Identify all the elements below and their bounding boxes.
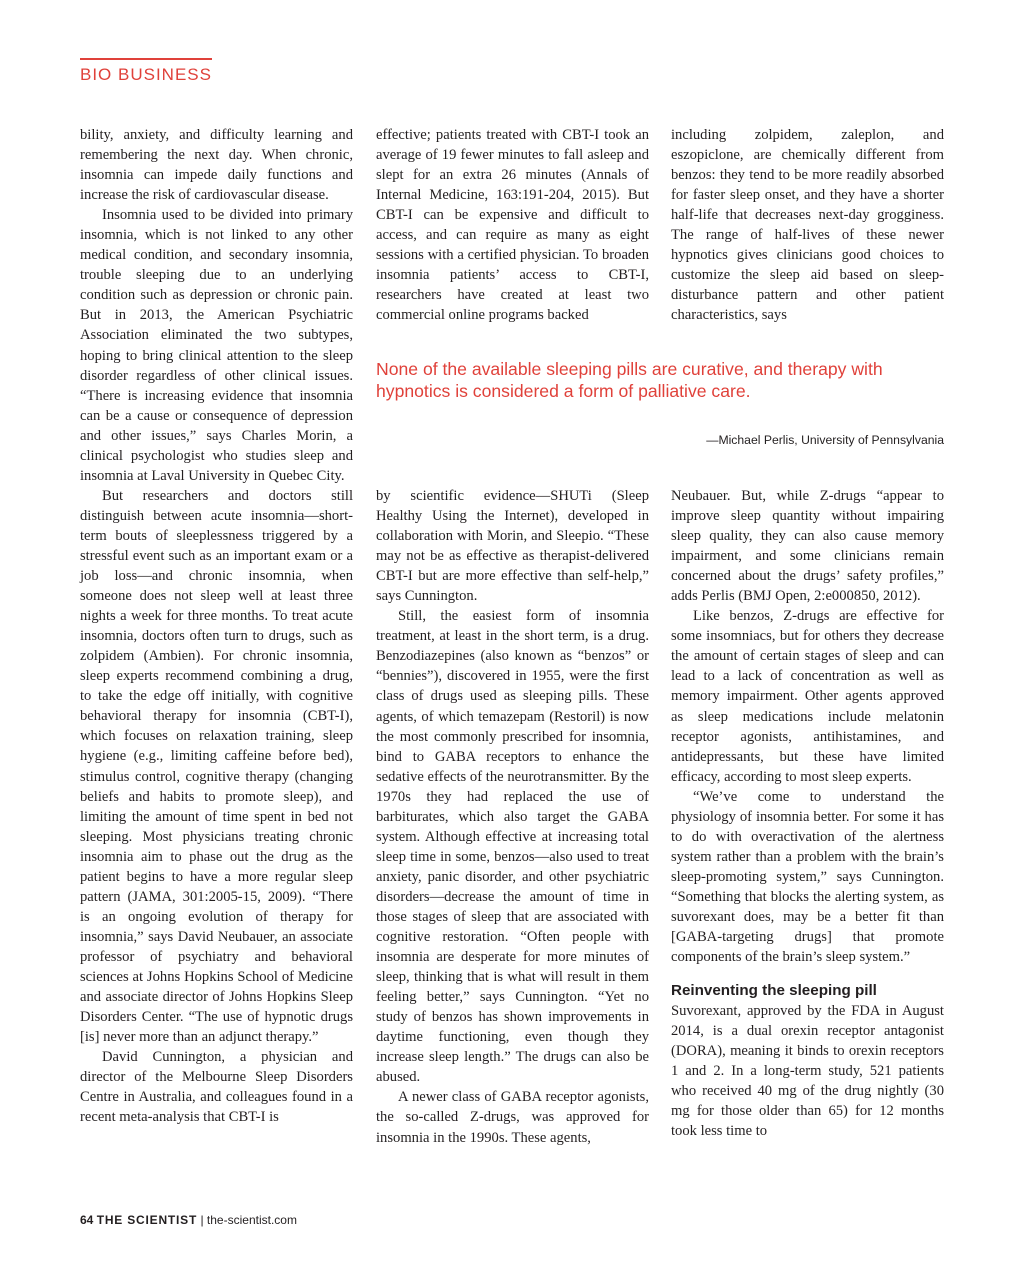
paragraph: A newer class of GABA receptor agonists, the so-called Z-drugs, was approved for insomnia in the 1990s. These agents, [376, 1089, 649, 1146]
footer-url: the-scientist.com [206, 1213, 297, 1227]
paragraph: Suvorexant, approved by the FDA in August 2014, is a dual orexin receptor antagonist (DORA), meaning it binds to orexin receptors 1 and 2. In a long-term study, 521 patients who received 40 mg of the drug nightly (30 mg for those older than 65) for 12 months took less time to [671, 1003, 944, 1140]
magazine-name: THE SCIENTIST [96, 1213, 198, 1227]
footer-separator: | [200, 1213, 204, 1227]
paragraph: David Cunnington, a physician and director of the Melbourne Sleep Disorders Centre in Australia, and colleagues found in a recent meta-analysis that CBT-I is [80, 1049, 353, 1126]
column-2-top [376, 125, 649, 325]
column-2-bottom [376, 486, 649, 1148]
paragraph: by scientific evidence—SHUTi (Sleep Healthy Using the Internet), developed in collaboration with Morin, and Sleepio. “These may not be as effective as therapist-delivered CBT-I but are more effective than self-help,” says Cunnington. [376, 488, 649, 605]
paragraph: including zolpidem, zaleplon, and eszopiclone, are chemically different from benzos: they tend to be more readily absorbed for faster sleep onset, and they have a shorter half-life that decreases next-day grogginess. The range of half-lives of these newer hypnotics gives clinicians good choices to customize the sleep aid based on sleep-disturbance pattern and other patient characteristics, says [671, 127, 944, 324]
page-number: 64 [80, 1213, 94, 1227]
pull-quote: None of the available sleeping pills are curative, and therapy with hypnotics is considered a form of palliative care. [376, 359, 883, 401]
pull-quote-attribution: —Michael Perlis, University of Pennsylvania [706, 433, 944, 447]
column-3-top [671, 125, 944, 325]
paragraph: Like benzos, Z-drugs are effective for some insomniacs, but for others they decrease the amount of certain stages of sleep and can lead to a lack of concentration as well as memory impairment. Other agents approved as sleep medications include melatonin receptor agonists, antihistamines, and antidepressants, but these have limited efficacy, according to most sleep experts. [671, 608, 944, 785]
page-footer [80, 1212, 297, 1228]
paragraph: Neubauer. But, while Z-drugs “appear to improve sleep quantity without impairing sleep quality, they can also cause memory impairment, and some clinicians remain concerned about the drugs’ safety profiles,” adds Perlis (BMJ Open, 2:e000850, 2012). [671, 488, 944, 605]
subhead: Reinventing the sleeping pill [671, 982, 877, 1000]
paragraph: Insomnia used to be divided into primary insomnia, which is not linked to any other medical condition, and secondary insomnia, trouble sleeping due to an underlying condition such as depression or chronic pain. But in 2013, the American Psychiatric Association eliminated the two subtypes, hoping to bring clinical attention to the sleep disorder regardless of other clinical issues. “There is increasing evidence that insomnia can be a cause or consequence of depression and other issues,” says Charles Morin, a clinical psychologist who studies sleep and insomnia at Laval University in Quebec City. [80, 207, 353, 484]
section-rule [80, 58, 212, 60]
paragraph: effective; patients treated with CBT-I took an average of 19 fewer minutes to fall asleep and slept for an extra 26 minutes (Annals of Internal Medicine, 163:191-204, 2015). But CBT-I can be expensive and difficult to access, and can require as many as eight sessions with a certified physician. To broaden insomnia patients’ access to CBT-I, researchers have created at least two commercial online programs backed [376, 127, 649, 324]
column-3-bottom [671, 486, 944, 1141]
paragraph: But researchers and doctors still distinguish between acute insomnia—short-term bouts of sleeplessness triggered by a stressful event such as an important exam or a job loss—and chronic insomnia, when someone does not sleep well at least three nights a week for three months. To treat acute insomnia, doctors often turn to drugs, such as zolpidem (Ambien). For chronic insomnia, sleep experts recommend combining a drug, to take the edge off initially, with cognitive behavioral therapy for insomnia (CBT-I), which focuses on relaxation training, sleep hygiene (e.g., limiting caffeine before bed), stimulus control, cognitive therapy (changing beliefs and habits to promote sleep), and limiting the amount of time spent in bed not sleeping. Most physicians treating chronic insomnia aim to phase out the drug as the patient begins to have a more regular sleep pattern (JAMA, 301:2005-15, 2009). “There is an ongoing evolution of therapy for insomnia,” says David Neubauer, an associate professor of psychiatry and behavioral sciences at Johns Hopkins School of Medicine and associate director of Johns Hopkins Sleep Disorders Center. “The use of hypnotic drugs [is] never more than an adjunct therapy.” [80, 487, 353, 1046]
paragraph: Still, the easiest form of insomnia treatment, at least in the short term, is a drug. Benzodiazepines (also known as “benzos” or “bennies”), discovered in 1955, were the first class of drugs used as sleeping pills. These agents, of which temazepam (Restoril) is now the most commonly prescribed for insomnia, bind to GABA receptors to enhance the sedative effects of the neurotransmitter. By the 1970s they had replaced the use of barbiturates, which also target the GABA system. Although effective at increasing total sleep time in some, benzos—also used to treat anxiety, panic disorder, and other psychiatric disorders—decrease the amount of time in those stages of sleep that are associated with cognitive restoration. “Often people with insomnia are desperate for more minutes of sleep, thinking that is what will result in them feeling better,” says Cunnington. “Yet no study of benzos has shown improvements in daytime functioning, even though they increase sleep length.” The drugs can also be abused. [376, 608, 649, 1086]
column-1 [80, 125, 353, 1127]
paragraph: bility, anxiety, and difficulty learning and remembering the next day. When chronic, insomnia can impede daily functions and increase the risk of cardiovascular disease. [80, 127, 353, 204]
paragraph: “We’ve come to understand the physiology of insomnia better. For some it has to do with overactivation of the alertness system rather than a problem with the brain’s sleep-promoting system,” says Cunnington. “Something that blocks the alerting system, as suvorexant does, may be a better fit than [GABA-targeting drugs] that promote components of the brain’s sleep system.” [671, 788, 944, 966]
section-label: BIO BUSINESS [80, 65, 212, 84]
